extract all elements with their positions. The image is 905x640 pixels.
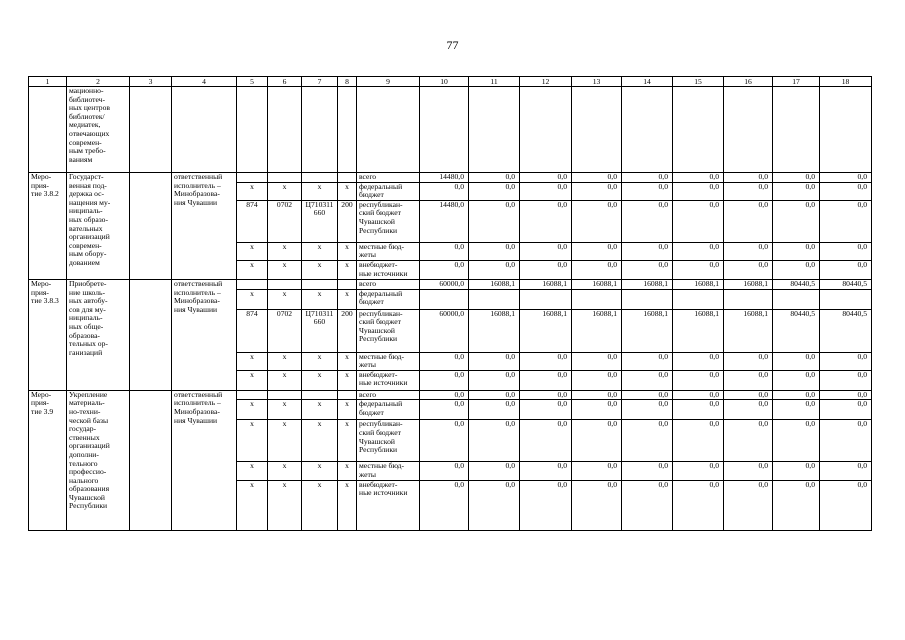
value-cell: 0,0: [469, 242, 520, 260]
value-cell: 0,0: [773, 462, 820, 480]
value-cell: 0,0: [572, 242, 622, 260]
value-cell: 0,0: [773, 352, 820, 370]
value-cell: 0,0: [773, 182, 820, 200]
value-cell: 0,0: [673, 352, 724, 370]
empty-cell: [520, 87, 572, 173]
value-cell: 0,0: [420, 400, 469, 420]
value-cell: 0,0: [673, 390, 724, 400]
value-cell: [420, 289, 469, 309]
funding-source: республикан- ский бюджет Чувашской Республики: [357, 200, 420, 242]
funding-source: местные бюд- жеты: [357, 352, 420, 370]
value-cell: 0,0: [520, 352, 572, 370]
value-cell: 0,0: [469, 480, 520, 530]
value-cell: 0,0: [469, 420, 520, 462]
value-cell: 0,0: [622, 420, 673, 462]
value-cell: [622, 289, 673, 309]
header-row: [29, 77, 872, 87]
value-cell: 0,0: [622, 242, 673, 260]
value-cell: 80440,5: [773, 279, 820, 289]
empty-cell: [773, 87, 820, 173]
code-expense-type: [338, 279, 357, 289]
value-cell: 0,0: [773, 420, 820, 462]
code-expense-type: [338, 173, 357, 183]
value-cell: 0,0: [673, 420, 724, 462]
value-cell: 0,0: [622, 200, 673, 242]
column-number-12: 12: [520, 77, 572, 87]
measure-number: Меро- прия- тие 3.8.2: [29, 173, 67, 280]
value-cell: 0,0: [724, 420, 773, 462]
funding-source: местные бюд- жеты: [357, 462, 420, 480]
funding-source: всего: [357, 173, 420, 183]
value-cell: 16088,1: [572, 279, 622, 289]
code-section: 0702: [268, 200, 302, 242]
code-target-item: x: [302, 420, 338, 462]
code-section: x: [268, 260, 302, 279]
value-cell: 0,0: [469, 462, 520, 480]
code-section: x: [268, 352, 302, 370]
empty-cell: [338, 87, 357, 173]
code-expense-type: 200: [338, 200, 357, 242]
value-cell: 0,0: [673, 400, 724, 420]
value-cell: [520, 289, 572, 309]
empty-cell: [357, 87, 420, 173]
code-expense-type: x: [338, 462, 357, 480]
code-section: x: [268, 420, 302, 462]
value-cell: 0,0: [622, 182, 673, 200]
value-cell: 0,0: [673, 480, 724, 530]
value-cell: 0,0: [622, 400, 673, 420]
code-expense-type: x: [338, 370, 357, 390]
funding-source: внебюджет- ные источники: [357, 260, 420, 279]
value-cell: 0,0: [724, 260, 773, 279]
value-cell: 0,0: [773, 370, 820, 390]
code-target-item: x: [302, 182, 338, 200]
table-row: [29, 279, 872, 289]
value-cell: 80440,5: [820, 279, 872, 289]
value-cell: 0,0: [820, 370, 872, 390]
funding-source: всего: [357, 390, 420, 400]
code-target-item: [302, 279, 338, 289]
value-cell: 80440,5: [773, 309, 820, 352]
value-cell: 0,0: [820, 420, 872, 462]
value-cell: 0,0: [820, 352, 872, 370]
code-section: x: [268, 480, 302, 530]
value-cell: 0,0: [572, 260, 622, 279]
value-cell: 0,0: [820, 400, 872, 420]
code-expense-type: x: [338, 420, 357, 462]
column-number-18: 18: [820, 77, 872, 87]
empty-cell: [237, 87, 268, 173]
funding-source: местные бюд- жеты: [357, 242, 420, 260]
value-cell: 0,0: [724, 182, 773, 200]
value-cell: 0,0: [469, 390, 520, 400]
code-grbs: x: [237, 420, 268, 462]
funding-source: федеральный бюджет: [357, 289, 420, 309]
code-section: x: [268, 462, 302, 480]
value-cell: 0,0: [420, 182, 469, 200]
code-grbs: x: [237, 400, 268, 420]
empty-cell: [820, 87, 872, 173]
column-number-6: 6: [268, 77, 302, 87]
code-grbs: [237, 390, 268, 400]
value-cell: 0,0: [673, 462, 724, 480]
value-cell: 0,0: [773, 480, 820, 530]
value-cell: 0,0: [572, 400, 622, 420]
column-number-5: 5: [237, 77, 268, 87]
value-cell: 0,0: [469, 173, 520, 183]
empty-cell: [130, 173, 172, 280]
value-cell: 0,0: [622, 480, 673, 530]
column-number-14: 14: [622, 77, 673, 87]
empty-cell: [469, 87, 520, 173]
code-grbs: [237, 279, 268, 289]
value-cell: 0,0: [469, 352, 520, 370]
value-cell: 0,0: [724, 480, 773, 530]
code-grbs: x: [237, 242, 268, 260]
value-cell: 0,0: [673, 260, 724, 279]
code-grbs: x: [237, 260, 268, 279]
code-target-item: x: [302, 242, 338, 260]
value-cell: 0,0: [572, 182, 622, 200]
value-cell: 0,0: [520, 370, 572, 390]
column-number-1: 1: [29, 77, 67, 87]
funding-source: республикан- ский бюджет Чувашской Республики: [357, 420, 420, 462]
measure-number: Меро- прия- тие 3.8.3: [29, 279, 67, 390]
value-cell: 0,0: [622, 370, 673, 390]
value-cell: 16088,1: [520, 279, 572, 289]
value-cell: 0,0: [572, 462, 622, 480]
code-target-item: x: [302, 480, 338, 530]
code-expense-type: [338, 390, 357, 400]
empty-cell: [172, 87, 237, 173]
code-grbs: x: [237, 480, 268, 530]
value-cell: 0,0: [572, 173, 622, 183]
empty-cell: [420, 87, 469, 173]
value-cell: 0,0: [724, 352, 773, 370]
funding-source: федеральный бюджет: [357, 400, 420, 420]
value-cell: 0,0: [773, 260, 820, 279]
measure-description: Укрепление материаль- но-техни- ческой базы государ- ственных организаций дополни- тельного профессио- нального образования Чувашской Республики: [67, 390, 130, 530]
value-cell: 0,0: [773, 173, 820, 183]
column-number-15: 15: [673, 77, 724, 87]
code-section: [268, 390, 302, 400]
value-cell: [572, 289, 622, 309]
value-cell: 0,0: [622, 390, 673, 400]
value-cell: 0,0: [622, 352, 673, 370]
value-cell: 0,0: [520, 420, 572, 462]
empty-cell: [302, 87, 338, 173]
value-cell: 0,0: [773, 200, 820, 242]
value-cell: 0,0: [572, 352, 622, 370]
value-cell: 0,0: [673, 242, 724, 260]
column-number-13: 13: [572, 77, 622, 87]
column-number-7: 7: [302, 77, 338, 87]
value-cell: 0,0: [820, 242, 872, 260]
value-cell: [773, 289, 820, 309]
value-cell: 0,0: [469, 260, 520, 279]
value-cell: 0,0: [820, 182, 872, 200]
code-expense-type: x: [338, 480, 357, 530]
code-expense-type: x: [338, 352, 357, 370]
value-cell: 0,0: [820, 173, 872, 183]
code-target-item: Ц710311 660: [302, 309, 338, 352]
value-cell: 16088,1: [520, 309, 572, 352]
value-cell: 0,0: [469, 200, 520, 242]
table-row: [29, 390, 872, 400]
value-cell: 0,0: [724, 200, 773, 242]
value-cell: 80440,5: [820, 309, 872, 352]
measure-description: Приобрете- ние школь- ных автобу- сов для му- ниципаль- ных обще- образова- тельных ор- ганизаций: [67, 279, 130, 390]
code-grbs: x: [237, 370, 268, 390]
code-target-item: Ц710311 660: [302, 200, 338, 242]
empty-cell: [673, 87, 724, 173]
table-row: [29, 173, 872, 183]
funding-source: федеральный бюджет: [357, 182, 420, 200]
value-cell: [820, 289, 872, 309]
empty-cell: [130, 279, 172, 390]
value-cell: 0,0: [520, 200, 572, 242]
value-cell: 0,0: [820, 200, 872, 242]
value-cell: 0,0: [520, 242, 572, 260]
value-cell: 0,0: [420, 242, 469, 260]
code-grbs: 874: [237, 200, 268, 242]
code-target-item: x: [302, 260, 338, 279]
value-cell: 0,0: [520, 462, 572, 480]
column-number-16: 16: [724, 77, 773, 87]
code-target-item: x: [302, 462, 338, 480]
budget-table: [28, 76, 872, 531]
value-cell: 60000,0: [420, 279, 469, 289]
code-target-item: x: [302, 352, 338, 370]
value-cell: 0,0: [724, 370, 773, 390]
value-cell: 0,0: [420, 390, 469, 400]
value-cell: 0,0: [420, 480, 469, 530]
continued-description: мационно- библиотеч- ных центров библиотек/ медиатек, отвечающих современ- ным требо- ваниям: [67, 87, 130, 173]
value-cell: 0,0: [773, 242, 820, 260]
value-cell: 0,0: [420, 462, 469, 480]
executor: ответственный исполнитель – Минобразова- ния Чувашии: [172, 279, 237, 390]
value-cell: 0,0: [820, 390, 872, 400]
code-expense-type: x: [338, 242, 357, 260]
value-cell: 0,0: [673, 182, 724, 200]
code-target-item: x: [302, 370, 338, 390]
column-number-8: 8: [338, 77, 357, 87]
value-cell: 14480,0: [420, 200, 469, 242]
funding-source: всего: [357, 279, 420, 289]
value-cell: 16088,1: [673, 279, 724, 289]
continuation-row: [29, 87, 872, 173]
code-expense-type: x: [338, 182, 357, 200]
empty-cell: [130, 390, 172, 530]
value-cell: 0,0: [520, 173, 572, 183]
code-section: x: [268, 400, 302, 420]
value-cell: 0,0: [622, 173, 673, 183]
funding-source: республикан- ский бюджет Чувашской Республики: [357, 309, 420, 352]
value-cell: 0,0: [420, 420, 469, 462]
value-cell: 0,0: [724, 242, 773, 260]
value-cell: 0,0: [673, 173, 724, 183]
executor: ответственный исполнитель – Минобразова- ния Чувашии: [172, 390, 237, 530]
column-number-17: 17: [773, 77, 820, 87]
value-cell: 0,0: [469, 370, 520, 390]
executor: ответственный исполнитель – Минобразова- ния Чувашии: [172, 173, 237, 280]
empty-cell: [130, 87, 172, 173]
code-target-item: x: [302, 400, 338, 420]
code-expense-type: 200: [338, 309, 357, 352]
empty-cell: [724, 87, 773, 173]
empty-cell: [268, 87, 302, 173]
empty-cell: [622, 87, 673, 173]
code-grbs: [237, 173, 268, 183]
value-cell: 0,0: [820, 462, 872, 480]
value-cell: 0,0: [420, 260, 469, 279]
column-number-11: 11: [469, 77, 520, 87]
code-grbs: 874: [237, 309, 268, 352]
value-cell: [724, 289, 773, 309]
value-cell: 16088,1: [572, 309, 622, 352]
value-cell: 0,0: [420, 352, 469, 370]
value-cell: 16088,1: [724, 309, 773, 352]
value-cell: 14480,0: [420, 173, 469, 183]
code-expense-type: x: [338, 260, 357, 279]
code-section: x: [268, 242, 302, 260]
value-cell: 0,0: [572, 480, 622, 530]
column-number-10: 10: [420, 77, 469, 87]
value-cell: 0,0: [622, 260, 673, 279]
value-cell: 0,0: [622, 462, 673, 480]
empty-cell: [29, 87, 67, 173]
measure-number: Меро- прия- тие 3.9: [29, 390, 67, 530]
code-target-item: [302, 390, 338, 400]
code-section: x: [268, 289, 302, 309]
value-cell: 0,0: [724, 173, 773, 183]
value-cell: 0,0: [773, 390, 820, 400]
value-cell: 0,0: [520, 480, 572, 530]
value-cell: 0,0: [572, 200, 622, 242]
code-section: x: [268, 370, 302, 390]
funding-source: внебюджет- ные источники: [357, 370, 420, 390]
value-cell: 0,0: [820, 260, 872, 279]
column-number-3: 3: [130, 77, 172, 87]
value-cell: 16088,1: [622, 279, 673, 289]
value-cell: 0,0: [469, 400, 520, 420]
value-cell: 0,0: [520, 260, 572, 279]
code-section: [268, 173, 302, 183]
code-target-item: [302, 173, 338, 183]
code-target-item: x: [302, 289, 338, 309]
value-cell: 0,0: [724, 390, 773, 400]
code-section: [268, 279, 302, 289]
code-expense-type: x: [338, 400, 357, 420]
value-cell: 16088,1: [622, 309, 673, 352]
value-cell: 0,0: [520, 400, 572, 420]
value-cell: 0,0: [420, 370, 469, 390]
value-cell: 0,0: [820, 480, 872, 530]
value-cell: 0,0: [520, 390, 572, 400]
value-cell: 0,0: [469, 182, 520, 200]
value-cell: 0,0: [724, 400, 773, 420]
value-cell: 0,0: [572, 420, 622, 462]
value-cell: 60000,0: [420, 309, 469, 352]
value-cell: 16088,1: [724, 279, 773, 289]
value-cell: 16088,1: [469, 279, 520, 289]
code-section: x: [268, 182, 302, 200]
value-cell: 16088,1: [469, 309, 520, 352]
code-grbs: x: [237, 182, 268, 200]
value-cell: 16088,1: [673, 309, 724, 352]
value-cell: 0,0: [572, 390, 622, 400]
column-number-4: 4: [172, 77, 237, 87]
funding-source: внебюджет- ные источники: [357, 480, 420, 530]
column-number-2: 2: [67, 77, 130, 87]
code-grbs: x: [237, 352, 268, 370]
value-cell: 0,0: [773, 400, 820, 420]
code-grbs: x: [237, 462, 268, 480]
code-section: 0702: [268, 309, 302, 352]
value-cell: 0,0: [520, 182, 572, 200]
value-cell: 0,0: [673, 370, 724, 390]
value-cell: 0,0: [572, 370, 622, 390]
value-cell: [673, 289, 724, 309]
value-cell: [469, 289, 520, 309]
code-grbs: x: [237, 289, 268, 309]
column-number-9: 9: [357, 77, 420, 87]
measure-description: Государст- венная под- держка ос- нащения му- ниципаль- ных образо- вательных организаций современ- ным обору- дованием: [67, 173, 130, 280]
value-cell: 0,0: [724, 462, 773, 480]
value-cell: 0,0: [673, 200, 724, 242]
empty-cell: [572, 87, 622, 173]
code-expense-type: x: [338, 289, 357, 309]
page-number: 77: [446, 38, 459, 52]
